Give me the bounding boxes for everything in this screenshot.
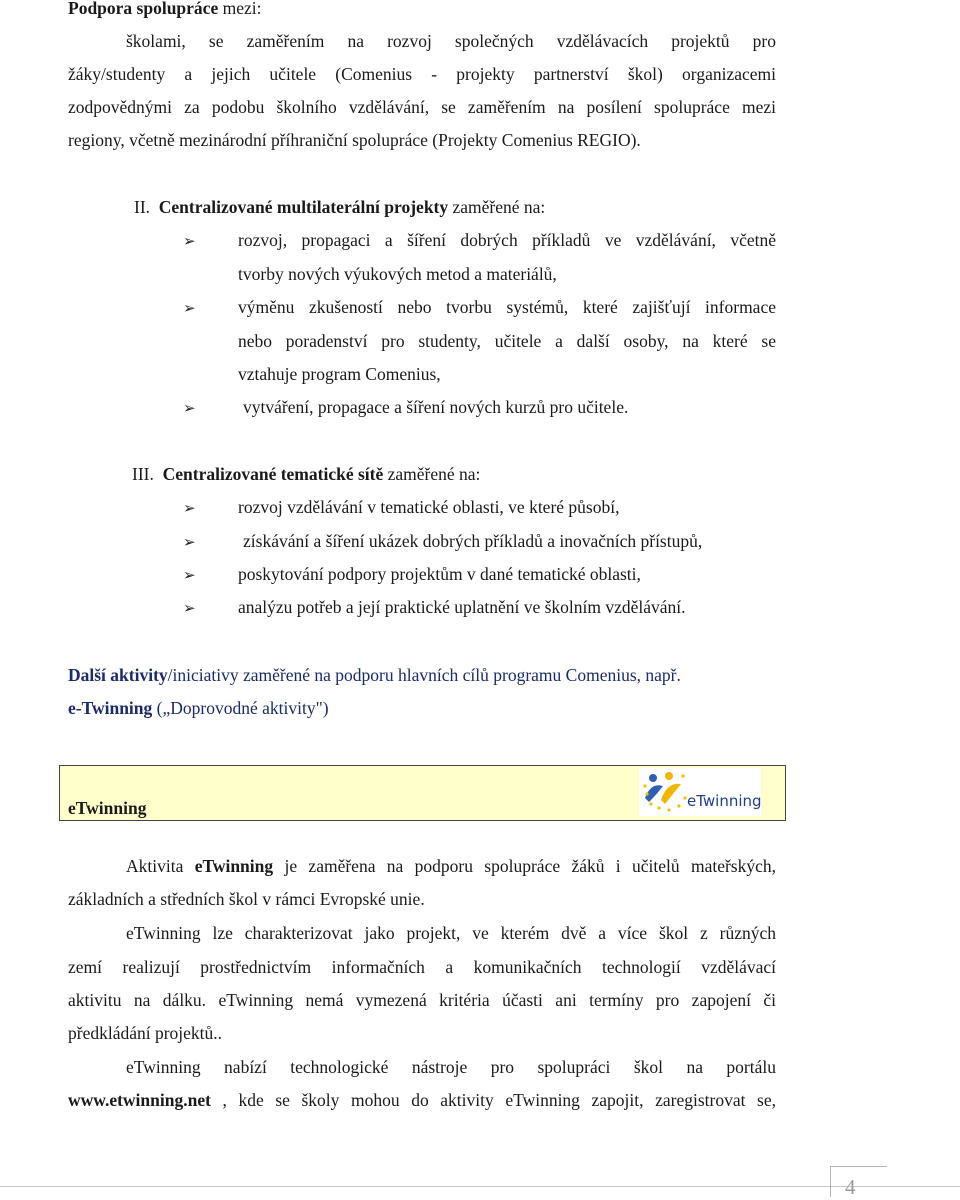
- section2-item-1-line-2: tvorby nových výukových metod a materiálů,: [238, 264, 557, 284]
- body-p1-c: je zaměřena na podporu spolupráce žáků i učitelů mateřských,: [273, 856, 776, 876]
- section2-header: [134, 197, 545, 218]
- body-p3-line-1: eTwinning nabízí technologické nástroje pro spolupráci škol na portálu: [126, 1057, 776, 1077]
- section3-suffix: zaměřené na:: [383, 464, 481, 484]
- body-p2-line-2: zemí realizují prostřednictvím informačních a komunikačních technologií vzdělávací: [68, 957, 776, 977]
- etwinning-subheading-bold: e-Twinning: [68, 698, 153, 718]
- section3-item-4: analýzu potřeb a její praktické uplatnění ve školním vzdělávání.: [238, 597, 686, 617]
- more-activities-rest: /iniciativy zaměřené na podporu hlavních cílů programu Comenius, např.: [167, 665, 681, 685]
- section2-numeral: II.: [134, 197, 151, 217]
- heading-rest: mezi:: [218, 0, 262, 18]
- section3-item-2: získávání a šíření ukázek dobrých příkladů a inovačních přístupů,: [243, 531, 703, 551]
- body-p1-a: Aktivita: [126, 856, 195, 876]
- banner-title: [68, 798, 146, 819]
- etwinning-logo-icon: [639, 768, 761, 816]
- section2-item-1-line-1: rozvoj, propagaci a šíření dobrých příkladů ve vzdělávání, včetně: [238, 230, 776, 250]
- arrow-bullet-icon: ➢: [183, 299, 196, 317]
- section2-item-3-line-1: vytváření, propagace a šíření nových kurzů pro učitele.: [243, 397, 629, 417]
- banner-title-text: eTwinning: [68, 798, 147, 818]
- etwinning-logo-graphic: [639, 768, 761, 816]
- section3-numeral: III.: [132, 464, 154, 484]
- body-p1-line-2: základních a středních škol v rámci Evropské unie.: [68, 889, 425, 909]
- section2-item-2-line-1: výměnu zkušeností nebo tvorbu systémů, které zajišťují informace: [238, 297, 776, 317]
- body-p2-line-1: eTwinning lze charakterizovat jako projekt, ve kterém dvě a více škol z různých: [126, 923, 776, 943]
- section3-header: [132, 464, 480, 485]
- footer-divider: [0, 1186, 960, 1187]
- para1-line-2: žáky/studenty a jejich učitele (Comenius - projekty partnerství škol) organizacemi: [68, 64, 776, 84]
- logo-text: eTwinning: [687, 792, 761, 810]
- body-p3-line-2: [68, 1090, 776, 1111]
- para1-line-4: regiony, včetně mezinárodní příhraniční spolupráce (Projekty Comenius REGIO).: [68, 130, 641, 150]
- arrow-bullet-icon: ➢: [183, 499, 196, 517]
- section2-item-2-line-3: vztahuje program Comenius,: [238, 364, 441, 384]
- arrow-bullet-icon: ➢: [183, 232, 196, 250]
- para1-line-3: zodpovědnými za podobu školního vzdělávání, se zaměřením na posílení spolupráce mezi: [68, 97, 776, 117]
- body-p1-b: eTwinning: [194, 856, 274, 876]
- more-activities-line: [68, 665, 681, 686]
- etwinning-url-link[interactable]: www.etwinning.net: [68, 1090, 211, 1110]
- arrow-bullet-icon: ➢: [183, 399, 196, 417]
- arrow-bullet-icon: ➢: [183, 599, 196, 617]
- page-number-box: [830, 1166, 887, 1197]
- body-p2-line-4: předkládání projektů..: [68, 1023, 223, 1043]
- section3-item-3: poskytování podpory projektům v dané tematické oblasti,: [238, 564, 641, 584]
- section2-suffix: zaměřené na:: [448, 197, 546, 217]
- etwinning-subheading-rest: („Doprovodné aktivity"): [152, 698, 329, 718]
- page-number: 4: [845, 1175, 856, 1199]
- body-p3-rest: , kde se školy mohou do aktivity eTwinning zapojit, zaregistrovat se,: [210, 1090, 776, 1110]
- arrow-bullet-icon: ➢: [183, 566, 196, 584]
- section-heading: [68, 0, 261, 19]
- more-activities-bold: Další aktivity: [68, 665, 168, 685]
- arrow-bullet-icon: ➢: [183, 533, 196, 551]
- body-p2-line-3: aktivitu na dálku. eTwinning nemá vymezená kritéria účasti ani termíny pro zapojení či: [68, 990, 776, 1010]
- heading-bold: Podpora spolupráce: [68, 0, 219, 18]
- section3-title: Centralizované tematické sítě: [162, 464, 384, 484]
- body-p1-line-1: [126, 856, 776, 877]
- section3-item-1: rozvoj vzdělávání v tematické oblasti, ve které působí,: [238, 497, 620, 517]
- section2-item-2-line-2: nebo poradenství pro studenty, učitele a další osoby, na které se: [238, 331, 776, 351]
- section2-title: Centralizované multilaterální projekty: [158, 197, 449, 217]
- para1-line-1: školami, se zaměřením na rozvoj společných vzdělávacích projektů pro: [126, 31, 776, 51]
- etwinning-subheading: [68, 698, 329, 719]
